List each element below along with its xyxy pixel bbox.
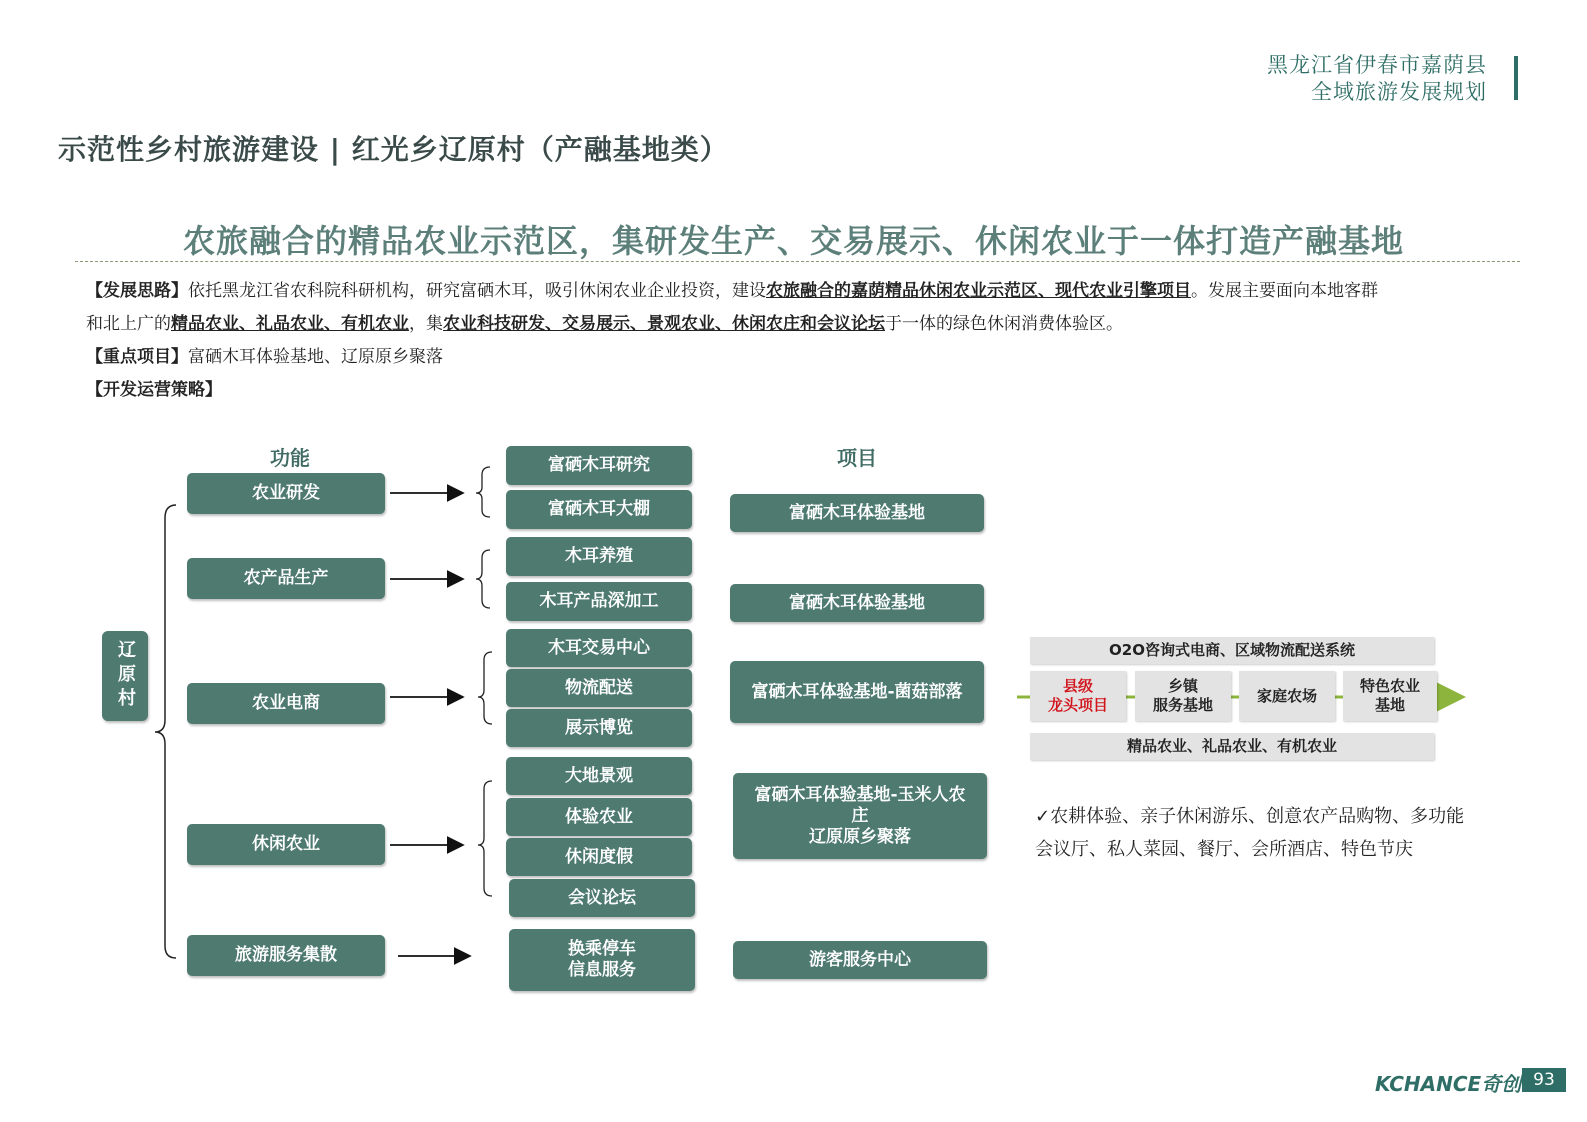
sub-item: 换乘停车 信息服务	[509, 929, 695, 991]
root-brace	[155, 505, 176, 958]
sub-item: 木耳养殖	[506, 537, 692, 576]
function-item: 休闲农业	[187, 824, 385, 865]
dev-bold-1: 农旅融合的嘉荫精品休闲农业示范区、现代农业引擎项目	[766, 281, 1191, 301]
sub-item: 物流配送	[506, 669, 692, 707]
activities-line-1: ✓农耕体验、亲子休闲游乐、创意农产品购物、多功能	[1035, 806, 1465, 827]
projects-header: 项目	[837, 446, 877, 470]
dev-label: 【发展思路】	[86, 281, 188, 301]
project-item: 游客服务中心	[733, 941, 987, 979]
sub-item: 会议论坛	[509, 879, 695, 917]
dev-text-1: 依托黑龙江省农科院科研机构，研究富硒木耳，吸引休闲农业企业投资，建设	[188, 281, 766, 301]
sub-item: 休闲度假	[506, 838, 692, 876]
brace-3	[478, 652, 492, 724]
dev-text-3: 和北上广的	[86, 314, 171, 334]
sub-item: 展示博览	[506, 709, 692, 747]
chain-node: 乡镇 服务基地	[1135, 671, 1231, 721]
sub-item: 富硒木耳研究	[506, 446, 692, 485]
sub-item: 大地景观	[506, 757, 692, 795]
header-line-2: 全域旅游发展规划	[1311, 80, 1487, 104]
strategy-label: 【开发运营策略】	[86, 380, 222, 400]
function-item: 农业研发	[187, 473, 385, 514]
dev-bold-3: 农业科技研发、交易展示、景观农业、休闲农庄和会议论坛	[443, 314, 885, 334]
function-item: 农产品生产	[187, 558, 385, 599]
root-village: 辽原村	[102, 631, 148, 721]
header-line-1: 黑龙江省伊春市嘉荫县	[1267, 53, 1487, 77]
sub-item: 富硒木耳大棚	[506, 490, 692, 529]
project-item: 富硒木耳体验基地	[730, 494, 984, 532]
function-item: 农业电商	[187, 683, 385, 724]
page-subtitle: 农旅融合的精品农业示范区，集研发生产、交易展示、休闲农业于一体打造产融基地	[182, 222, 1404, 260]
chain-node: 特色农业 基地	[1343, 671, 1437, 721]
functions-header: 功能	[270, 446, 310, 470]
project-item: 富硒木耳体验基地-玉米人农庄 辽原原乡聚落	[733, 773, 987, 859]
chain-node: 家庭农场	[1239, 671, 1335, 721]
dev-bold-2: 精品农业、礼品农业、有机农业	[171, 314, 409, 334]
activities-line-2: 会议厅、私人菜园、餐厅、会所酒店、特色节庆	[1035, 839, 1413, 860]
project-item: 富硒木耳体验基地-菌菇部落	[730, 661, 984, 723]
sub-item: 木耳交易中心	[506, 629, 692, 667]
chain-bottom-bar: 精品农业、礼品农业、有机农业	[1030, 733, 1434, 760]
chain-top-bar: O2O咨询式电商、区域物流配送系统	[1030, 637, 1434, 664]
brace-4	[478, 781, 492, 896]
key-text: 富硒木耳体验基地、辽原原乡聚落	[188, 347, 443, 367]
dev-text-4: ，集	[409, 314, 443, 334]
sub-item: 体验农业	[506, 798, 692, 836]
dev-text-5: 于一体的绿色休闲消费体验区。	[885, 314, 1123, 334]
chain-node: 县级 龙头项目	[1030, 671, 1126, 721]
brace-2	[476, 550, 490, 608]
brand-logo: KCHANCE奇创	[1375, 1072, 1522, 1096]
dev-text-2: 。发展主要面向本地客群	[1191, 281, 1378, 301]
page-number: 93	[1522, 1068, 1566, 1092]
brace-1	[476, 467, 490, 517]
key-label: 【重点项目】	[86, 347, 188, 367]
sub-item: 木耳产品深加工	[506, 582, 692, 621]
page-title: 示范性乡村旅游建设 | 红光乡辽原村（产融基地类）	[58, 133, 729, 166]
project-item: 富硒木耳体验基地	[730, 584, 984, 622]
function-item: 旅游服务集散	[187, 935, 385, 976]
activities-text	[1035, 800, 1464, 866]
